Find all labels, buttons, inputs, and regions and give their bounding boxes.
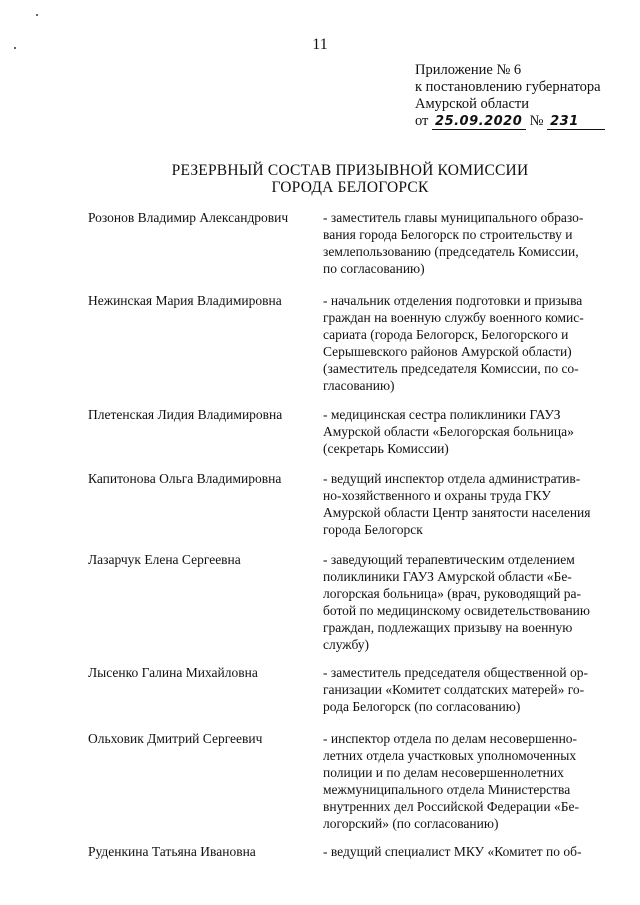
from-label: от xyxy=(415,113,429,129)
position-line: по согласованию) xyxy=(323,261,425,276)
position-line: города Белогорск xyxy=(323,522,423,537)
member-name: Руденкина Татьяна Ивановна xyxy=(88,844,256,859)
scan-speck xyxy=(36,14,38,16)
appendix-date-line xyxy=(415,113,630,130)
position-line: - заместитель главы муниципального образо- xyxy=(323,210,584,225)
position-line: (секретарь Комиссии) xyxy=(323,441,449,456)
position-line: логорская больница» (врач, руководящий ра- xyxy=(323,586,581,601)
position-line: граждан, подлежащих призыву на военную xyxy=(323,620,573,635)
position-line: - заведующий терапевтическим отделением xyxy=(323,552,575,567)
position-line: гласованию) xyxy=(323,378,395,393)
page-number: 11 xyxy=(312,36,328,53)
member-name: Лазарчук Елена Сергеевна xyxy=(88,552,241,567)
member-name: Ольховик Дмитрий Сергеевич xyxy=(88,731,263,746)
appendix-line: Приложение № 6 xyxy=(415,62,522,78)
position-line: ганизации «Комитет солдатских матерей» го- xyxy=(323,682,585,697)
appendix-line: к постановлению губернатора xyxy=(415,79,601,95)
position-line: - начальник отделения подготовки и призыва xyxy=(323,293,583,308)
position-line: - инспектор отдела по делам несовершенно- xyxy=(323,731,578,746)
member-name: Розонов Владимир Александрович xyxy=(88,210,289,225)
position-line: поликлиники ГАУЗ Амурской области «Бе- xyxy=(323,569,572,584)
position-line: рода Белогорск (по согласованию) xyxy=(323,699,521,714)
position-line: вания города Белогорск по строительству и xyxy=(323,227,573,242)
member-position xyxy=(323,292,603,394)
number-label: № xyxy=(529,113,544,129)
member-position xyxy=(323,730,603,832)
member-position xyxy=(323,843,603,860)
member-name: Нежинская Мария Владимировна xyxy=(88,293,282,308)
position-line: внутренних дел Российской Федерации «Бе- xyxy=(323,799,579,814)
position-line: - заместитель председателя общественной ор- xyxy=(323,665,589,680)
position-line: - ведущий специалист МКУ «Комитет по об- xyxy=(323,844,582,859)
member-name: Капитонова Ольга Владимировна xyxy=(88,471,282,486)
position-line: - медицинская сестра поликлиники ГАУЗ xyxy=(323,407,561,422)
position-line: граждан на военную службу военного комис- xyxy=(323,310,584,325)
position-line: логорский» (по согласованию) xyxy=(323,816,499,831)
position-line: ботой по медицинскому освидетельствованию xyxy=(323,603,590,618)
appendix-header xyxy=(415,62,630,130)
handwritten-date: 25.09.2020 xyxy=(432,115,526,130)
member-name: Лысенко Галина Михайловна xyxy=(88,665,258,680)
title-line: РЕЗЕРВНЫЙ СОСТАВ ПРИЗЫВНОЙ КОМИССИИ xyxy=(171,162,529,179)
member-position xyxy=(323,470,603,538)
title-line: ГОРОДА БЕЛОГОРСК xyxy=(271,179,429,196)
position-line: полиции и по делам несовершеннолетних xyxy=(323,765,564,780)
position-line: Серышевского районов Амурской области) xyxy=(323,344,572,359)
document-title xyxy=(0,162,640,196)
member-position xyxy=(323,551,603,653)
member-position xyxy=(323,406,603,457)
position-line: (заместитель председателя Комиссии, по со- xyxy=(323,361,579,376)
member-position xyxy=(323,209,603,277)
position-line: межмуниципального отдела Министерства xyxy=(323,782,571,797)
position-line: - ведущий инспектор отдела административ- xyxy=(323,471,581,486)
member-name: Плетенская Лидия Владимировна xyxy=(88,407,283,422)
position-line: Амурской области Центр занятости населения xyxy=(323,505,591,520)
position-line: землепользованию (председатель Комиссии, xyxy=(323,244,579,259)
position-line: летних отдела участковых уполномоченных xyxy=(323,748,577,763)
position-line: службу) xyxy=(323,637,370,652)
handwritten-number: 231 xyxy=(547,115,605,130)
member-position xyxy=(323,664,603,715)
position-line: но-хозяйственного и охраны труда ГКУ xyxy=(323,488,551,503)
position-line: Амурской области «Белогорская больница» xyxy=(323,424,574,439)
position-line: сариата (города Белогорск, Белогорского и xyxy=(323,327,569,342)
appendix-line: Амурской области xyxy=(415,96,529,112)
